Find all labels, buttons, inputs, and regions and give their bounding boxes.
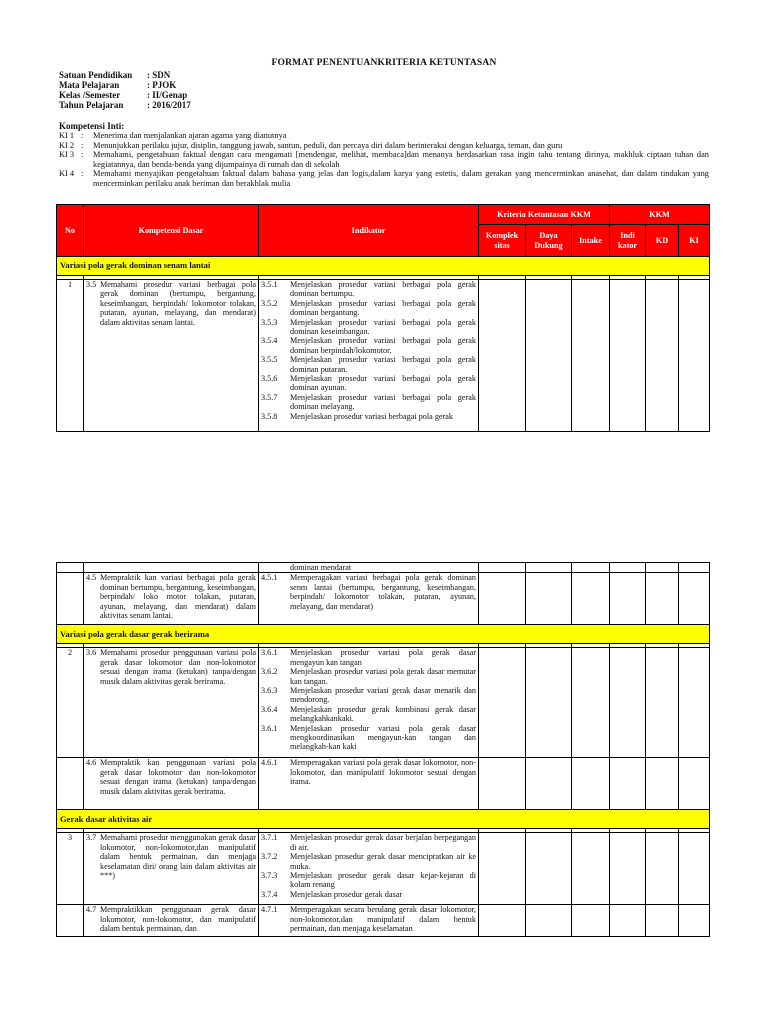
indicator-item <box>261 686 476 705</box>
ki-code: KI 3 <box>59 150 75 160</box>
indicator-text: Menjelaskan prosedur gerak dasar <box>290 889 403 899</box>
row-number: 1 <box>57 280 84 432</box>
ki-sep: : <box>81 150 84 160</box>
table-row <box>57 758 710 810</box>
indicator-code: 3.5.7 <box>261 392 278 402</box>
info-value: : SDN <box>147 70 171 80</box>
ki-text: Menerima dan menjalankan ajaran agama yang dianutnya <box>93 131 287 140</box>
kd-cell <box>84 573 259 625</box>
indicator-cell <box>259 833 479 905</box>
indicator-item <box>261 890 476 899</box>
indicator-cell <box>259 280 479 432</box>
kd-text: Mempraktikkan penggunaan gerak dasar lokomotor, non-lokomotor, dan manipulatif dalam bentuk permainan, dan <box>100 905 256 934</box>
ki-sep: : <box>81 140 84 150</box>
header-indikator: Indikator <box>259 205 479 257</box>
kd-cell <box>84 758 259 810</box>
info-label: Mata Pelajaran <box>59 80 120 90</box>
indicator-code: 4.5.1 <box>261 573 278 583</box>
indicator-item <box>261 299 476 318</box>
indicator-code: 3.5.8 <box>261 411 278 421</box>
table-row <box>57 833 710 905</box>
indicator-item <box>261 336 476 355</box>
kkm-table-page-2 <box>56 562 710 937</box>
indicator-cell <box>259 563 479 573</box>
indicator-code: 3.5.6 <box>261 374 278 384</box>
indicator-code: 3.5.1 <box>261 280 278 289</box>
kd-text: Memahami prosedur penggunaan variasi pola gerak dasar lokomotor dan non-lokomotor sesuai dengan irama (ketukan) tanpa/dengan musik dalam aktivitas gerak berirama. <box>100 648 256 686</box>
indicator-text: Menjelaskan prosedur gerak dasar berjalan berpegangan di air. <box>290 833 476 852</box>
info-row <box>59 100 191 110</box>
indicator-code: 3.7.2 <box>261 852 278 862</box>
row-number: 3 <box>57 833 84 905</box>
indicator-code: 3.6.3 <box>261 686 278 696</box>
ki-text: Menunjukkan perilaku jujur, disiplin, tanggung jawab, santun, peduli, dan percaya diri dalam berinteraksi dengan keluarga, teman, dan guru <box>93 140 563 150</box>
header-indikator-kkm: Indi kator <box>610 225 646 257</box>
kd-code: 3.7 <box>86 833 97 843</box>
indicator-text: Menjelaskan prosedur variasi pola gerak dasar mengayun kan tangan <box>290 648 476 667</box>
section-row <box>57 810 710 829</box>
indicator-text: Memperagakan variasi berbagai pola gerak dominan senm lantai (bertumpu, bergantung, keseimbangan, berpindah/ lokomotor tolakan, putaran, ayunan, melayang, dan mendarat) <box>290 573 476 611</box>
indicator-text: Menjelaskan prosedur variasi berbagai pola gerak dominan keseimbangan. <box>290 317 476 337</box>
ki-item <box>59 169 709 188</box>
indicator-item <box>261 871 476 890</box>
document-title: FORMAT PENENTUANKRITERIA KETUNTASAN <box>271 58 497 68</box>
kd-cell <box>84 833 259 905</box>
indicator-cell <box>259 648 479 758</box>
continuation-row <box>57 563 710 573</box>
indicator-code: 3.7.1 <box>261 833 278 843</box>
header-no: No <box>57 205 84 257</box>
header-kompleksitas: Komplek sitas <box>479 225 526 257</box>
info-label: Satuan Pendidikan <box>59 70 133 80</box>
kd-text: Mempraktik kan penggunaan variasi pola gerak dasar lokomotor dan non-lokomotor sesuai dengan irama (ketukan) tanpa/dengan musik dalam aktivitas gerak berirama. <box>100 758 256 796</box>
section-row <box>57 257 710 276</box>
indicator-item <box>261 648 476 667</box>
ki-item <box>59 141 709 151</box>
info-value: : II/Genap <box>147 90 188 100</box>
indicator-item <box>261 705 476 724</box>
header-kd: Kompetensi Dasar <box>84 205 259 257</box>
kd-text: Mempraktik kan variasi berbagai pola gerak dominan bertumpu, bergantung, keseimbangan, berpindah/ loko motor tolakan, putaran, ayunan, melayang, dan mendarat) dalam aktivitas senam lantai. <box>100 573 256 621</box>
info-row <box>59 70 191 80</box>
table-header-row <box>57 205 710 225</box>
ki-code: KI 2 <box>59 140 75 150</box>
indicator-text: Memperagakan variasi pola gerak dasar lokomotor, non-lokomotor, dan manipulatif lokomotor sesuai dengan irama. <box>290 758 476 787</box>
indicator-item <box>261 724 476 752</box>
ki-text: Memahami, pengetahuan faktual dengan cara mengamati [mendengar, melihat, membaca]dan menanya berdasarkan rasa ingin tahu tentang dirinya, makhluk ciptaan tuhan dan kegiatannya, dan benda-benda yang dijumpainya di rumah dan di sekolah <box>93 150 709 169</box>
ki-code: KI 4 <box>59 169 75 179</box>
section-title: Gerak dasar aktivitas air <box>57 810 710 829</box>
indicator-item <box>261 412 476 421</box>
indicator-text: Menjelaskan prosedur variasi berbagai pola gerak dominan bertumpu. <box>290 280 476 299</box>
indicator-code: 4.6.1 <box>261 758 278 768</box>
info-value: : PJOK <box>147 80 177 90</box>
indicator-text: Menjelaskan prosedur variasi pola gerak dasar mengkoordinasikan mengayun-kan tangan dan melangkah-kan kaki <box>290 723 476 752</box>
kd-text: Memahami prosedur menggunakan gerak dasar lokomotor, non-lokomotor,dan manipulatif dalam bentuk permainan, dan menjaga keselamatan diri/ orang lain dalam aktivitas air ***) <box>100 833 256 881</box>
kkm-table-page-1 <box>56 204 710 432</box>
indicator-text: dominan mendarat <box>290 563 352 572</box>
header-daya-dukung: Daya Dukung <box>526 225 572 257</box>
section-title: Variasi pola gerak dominan senam lantai <box>57 257 710 276</box>
row-number: 2 <box>57 648 84 758</box>
indicator-cell <box>259 905 479 937</box>
indicator-text: Menjelaskan prosedur gerak dasar mencipratkan air ke muka. <box>290 852 476 871</box>
info-row <box>59 90 191 100</box>
indicator-code: 3.6.1 <box>261 648 278 658</box>
indicator-text: Menjelaskan prosedur gerak dasar kejar-kejaran di kolam renang <box>290 871 476 890</box>
ki-item <box>59 150 709 169</box>
kd-text: Memahami prosedur variasi berbagai pola gerak dominan (bertumpu, bergantung, keseimbangan, berpindah/ lokomotor tolakan, putaran, ayunan, melayang, dan mendarat) dalam aktivitas senam lantai. <box>100 280 256 327</box>
ki-list <box>59 131 709 189</box>
kd-code: 3.6 <box>86 648 97 658</box>
indicator-item <box>261 393 476 412</box>
indicator-text: Menjelaskan prosedur variasi gerak dasar menarik dan mendorong. <box>290 686 476 705</box>
kd-cell <box>84 648 259 758</box>
header-kkm: KKM <box>610 205 710 225</box>
section-title: Variasi pola gerak dasar gerak berirama <box>57 625 710 644</box>
header-intake: Intake <box>572 225 610 257</box>
indicator-item <box>261 852 476 871</box>
kd-code: 4.7 <box>86 905 97 915</box>
ki-item <box>59 131 709 141</box>
indicator-code: 3.6.2 <box>261 667 278 677</box>
header-kriteria: Kriteria Ketuntasan KKM <box>479 205 610 225</box>
info-label: Tahun Pelajaran <box>59 100 124 110</box>
info-label: Kelas /Semester <box>59 90 121 100</box>
indicator-text: Menjelaskan prosedur variasi berbagai pola gerak dominan bergantung. <box>290 298 476 318</box>
ki-heading: Kompetensi Inti: <box>59 121 125 131</box>
indicator-item <box>261 667 476 686</box>
indicator-text: Menjelaskan prosedur variasi berbagai pola gerak dominan melayang. <box>290 392 476 412</box>
indicator-text: Menjelaskan prosedur variasi berbagai pola gerak dominan ayunan. <box>290 374 476 393</box>
table-row <box>57 280 710 432</box>
table-row <box>57 573 710 625</box>
indicator-text: Menjelaskan prosedur variasi berbagai pola gerak dominan putaran. <box>290 355 476 374</box>
ki-text: Memahami menyajikan pengetahuan faktual dalam bahasa yang jelas dan logis,dalam karya yang estetis, dalam gerakan yang mencerminkan anasehat, dan dalam tindakan yang mencerminkan perilaku anak beriman dan berakhlak mulia <box>93 169 709 188</box>
indicator-item <box>261 833 476 852</box>
indicator-code: 3.6.1 <box>261 723 278 733</box>
ki-sep: : <box>81 131 84 140</box>
info-row <box>59 80 191 90</box>
indicator-code: 3.5.4 <box>261 336 278 346</box>
indicator-text: Menjelaskan prosedur variasi berbagai pola gerak <box>290 411 454 421</box>
indicator-text: Menjelaskan prosedur gerak kombinasi gerak dasar melangkahkankaki. <box>290 704 476 724</box>
table-row <box>57 905 710 937</box>
kd-code: 4.6 <box>86 758 97 768</box>
header-ki-kkm: KI <box>679 225 710 257</box>
indicator-code: 3.7.3 <box>261 871 278 881</box>
indicator-text: Menjelaskan prosedur variasi pola gerak dasar memutar kan tangan. <box>290 667 476 686</box>
kd-cell <box>84 280 259 432</box>
indicator-code: 3.7.4 <box>261 889 278 899</box>
indicator-cell <box>259 758 479 810</box>
indicator-item <box>261 280 476 299</box>
ki-sep: : <box>81 169 84 179</box>
indicator-cell <box>259 573 479 625</box>
indicator-code: 4.7.1 <box>261 905 278 915</box>
table-row <box>57 648 710 758</box>
school-info <box>59 70 191 110</box>
kd-code: 3.5 <box>86 280 97 289</box>
kd-code: 4.5 <box>86 573 97 583</box>
indicator-code: 3.6.4 <box>261 704 278 714</box>
indicator-item <box>261 374 476 393</box>
section-row <box>57 625 710 644</box>
info-value: : 2016/2017 <box>147 100 191 110</box>
indicator-code: 3.5.2 <box>261 298 278 308</box>
indicator-text: Menjelaskan prosedur variasi berbagai pola gerak dominan berpindah/lokomotor. <box>290 336 476 355</box>
indicator-code: 3.5.5 <box>261 355 278 365</box>
ki-code: KI 1 <box>59 131 75 140</box>
indicator-text: Memperagakan secara berulang gerak dasar lokomotor, non-lokomotor,dan manipulatif dalam bentuk permainan, dan menjaga keselamatan <box>290 905 476 934</box>
header-kd-kkm: KD <box>646 225 679 257</box>
indicator-item <box>261 318 476 337</box>
kd-cell <box>84 905 259 937</box>
indicator-code: 3.5.3 <box>261 317 278 327</box>
indicator-item <box>261 355 476 374</box>
